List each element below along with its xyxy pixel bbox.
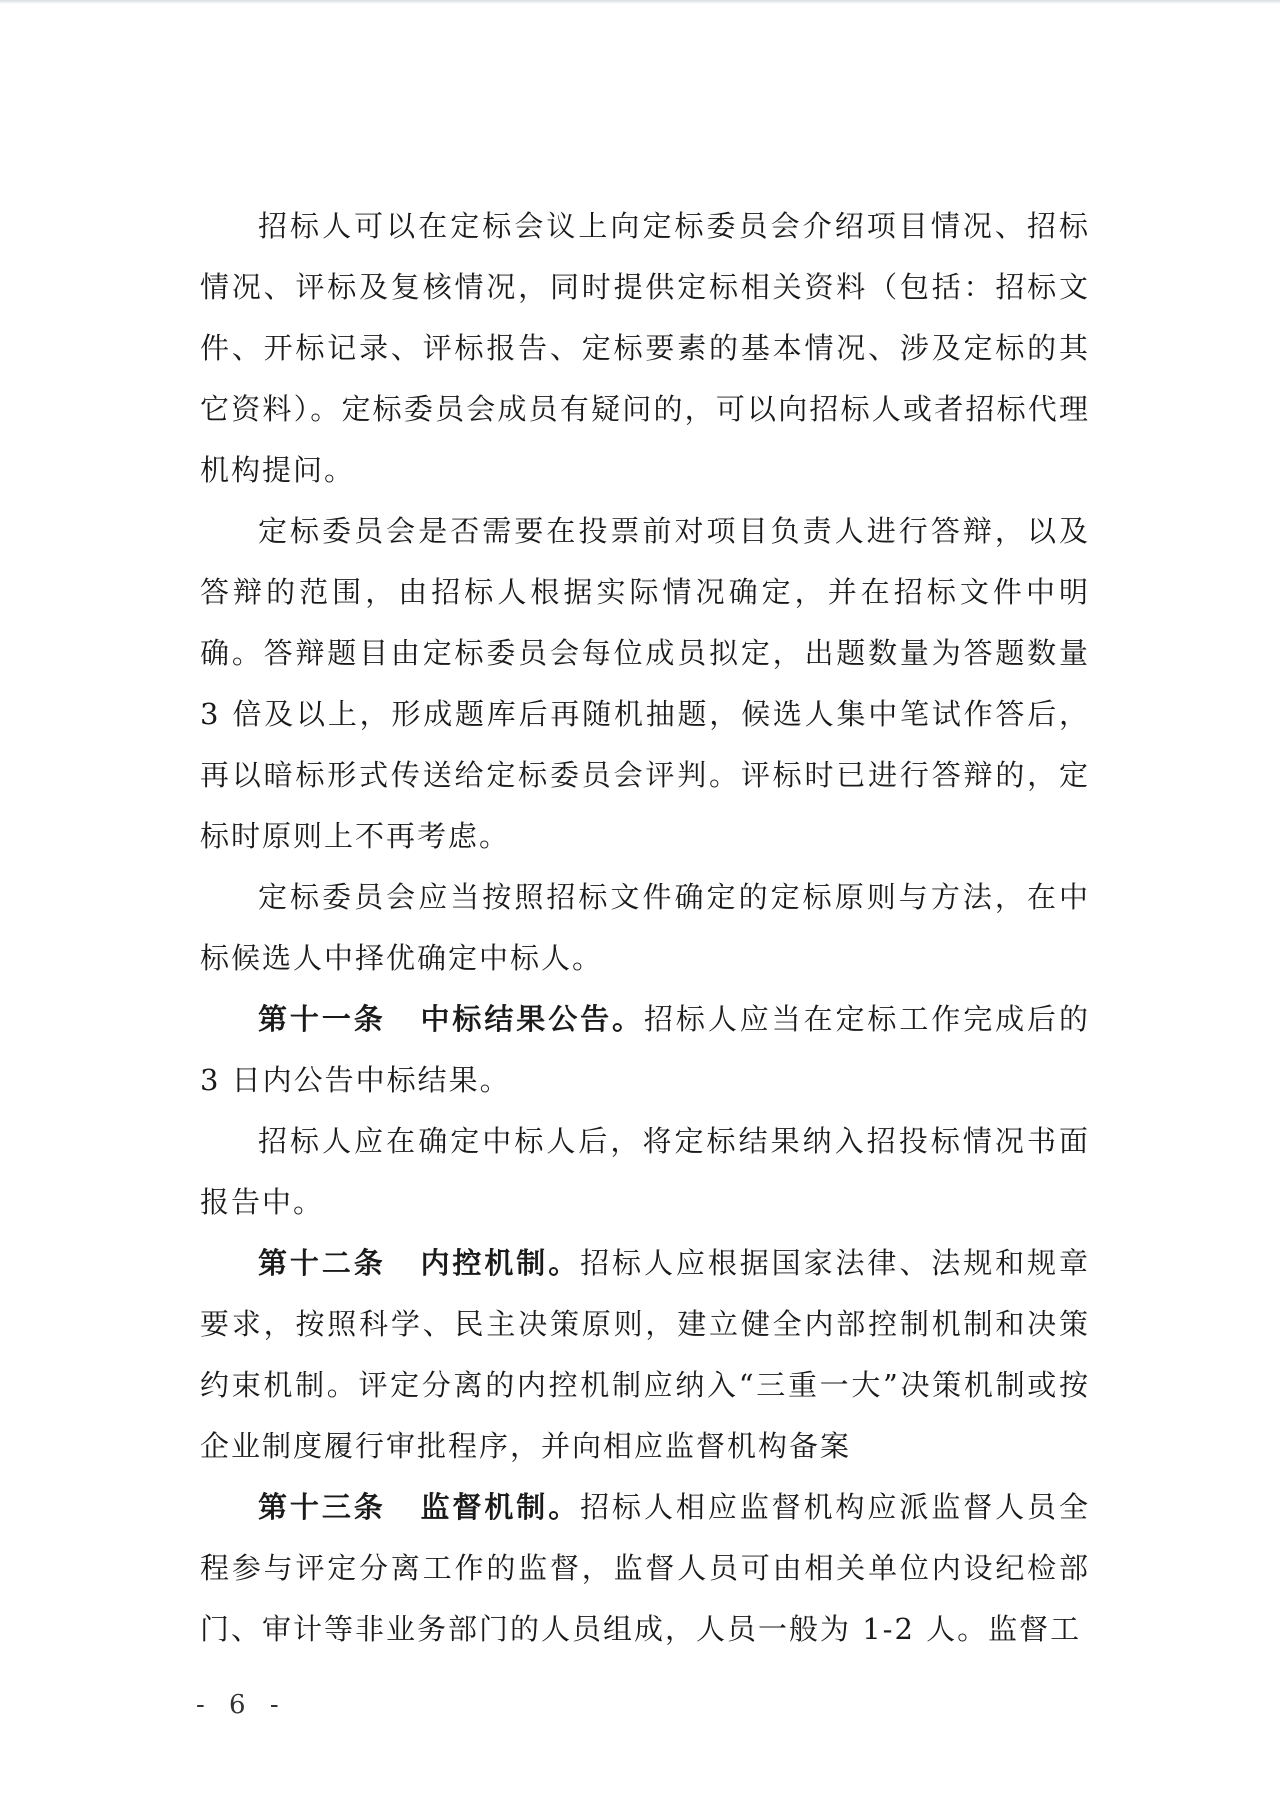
article-number: 第十一条 xyxy=(258,1002,386,1036)
scan-top-edge xyxy=(0,0,1280,4)
article-text: 招标人应根据国家法律、法规和规章要求，按照科学、民主决策原则，建立健全内部控制机制和决策约束机制。评定分离的内控机制应纳入“三重一大”决策机制或按企业制度履行审批程序，并向相应监督机构备案 xyxy=(200,1246,1090,1463)
paragraph-text: 招标人应在确定中标人后，将定标结果纳入招投标情况书面报告中。 xyxy=(200,1124,1090,1219)
article-text: 招标人相应监督机构应派监督人员全程参与评定分离工作的监督，监督人员可由相关单位内设纪检部门、审计等非业务部门的人员组成，人员一般为 1-2 人。监督工 xyxy=(200,1490,1090,1646)
article-number: 第十三条 xyxy=(258,1490,386,1524)
article-heading: 内控机制。 xyxy=(420,1246,581,1280)
article-number: 第十二条 xyxy=(258,1246,386,1280)
page-number: - 6 - xyxy=(196,1690,287,1720)
paragraph-text: 定标委员会是否需要在投票前对项目负责人进行答辩，以及答辩的范围，由招标人根据实际情况确定，并在招标文件中明确。答辩题目由定标委员会每位成员拟定，出题数量为答题数量 3 倍及以上，形成题库后再随机抽题，候选人集中笔试作答后，再以暗标形式传送给定标委员会评判。评标时已进行答辩的，定标时原则上不再考虑。 xyxy=(200,514,1090,853)
article-text: 招标人应当在定标工作完成后的 3 日内公告中标结果。 xyxy=(200,1002,1090,1097)
paragraph-text: 招标人可以在定标会议上向定标委员会介绍项目情况、招标情况、评标及复核情况，同时提供定标相关资料（包括：招标文件、开标记录、评标报告、定标要素的基本情况、涉及定标的其它资料）。定标委员会成员有疑问的，可以向招标人或者招标代理机构提问。 xyxy=(200,209,1090,487)
article-11 xyxy=(200,989,1090,1111)
paragraph-selection xyxy=(200,867,1090,989)
article-12 xyxy=(200,1233,1090,1477)
paragraph-briefing xyxy=(200,196,1090,501)
paragraph-defense xyxy=(200,501,1090,867)
article-heading: 中标结果公告。 xyxy=(420,1002,644,1036)
article-heading: 监督机制。 xyxy=(420,1490,581,1524)
article-13 xyxy=(200,1477,1090,1660)
paragraph-report xyxy=(200,1111,1090,1233)
document-body xyxy=(200,196,1090,1660)
paragraph-text: 定标委员会应当按照招标文件确定的定标原则与方法，在中标候选人中择优确定中标人。 xyxy=(200,880,1090,975)
